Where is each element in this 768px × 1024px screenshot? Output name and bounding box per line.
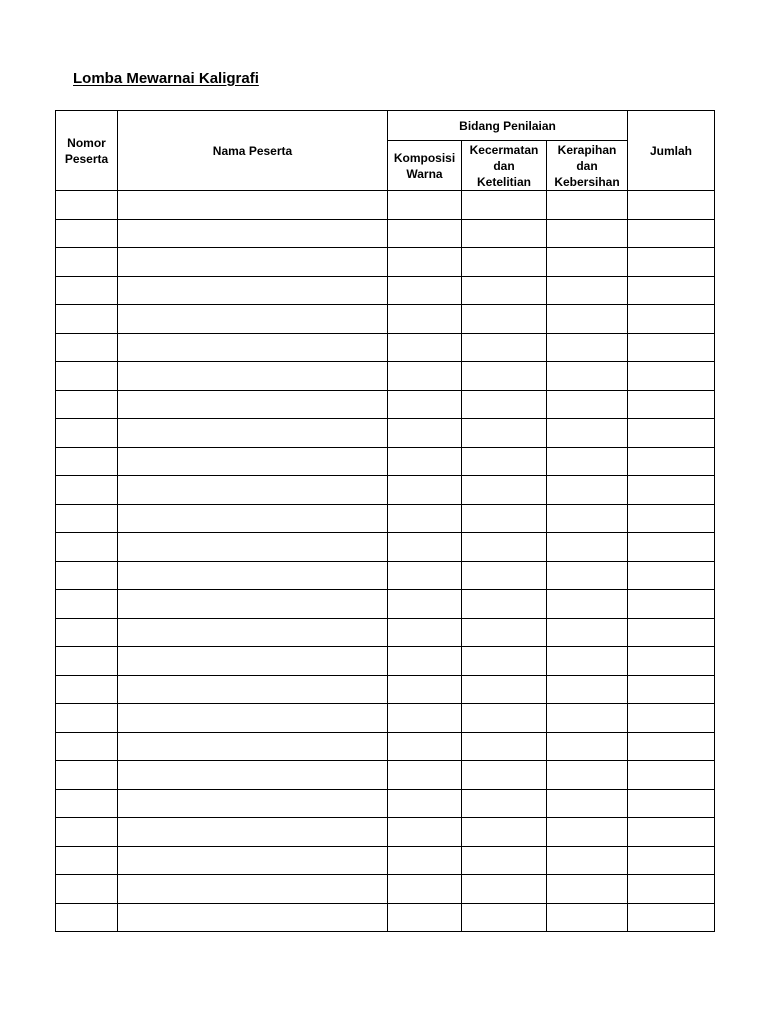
nomor-cell (56, 903, 118, 932)
nomor-cell (56, 362, 118, 391)
jumlah-cell (628, 789, 715, 818)
header-nama-peserta (118, 111, 388, 191)
jumlah-cell (628, 276, 715, 305)
nama-cell (118, 333, 388, 362)
komposisi-cell (388, 305, 462, 334)
kecermatan-cell (462, 903, 547, 932)
komposisi-cell (388, 533, 462, 562)
table-row (56, 732, 715, 761)
nama-cell (118, 761, 388, 790)
table-row (56, 903, 715, 932)
kerapihan-cell (547, 533, 628, 562)
kecermatan-cell (462, 248, 547, 277)
nama-cell (118, 818, 388, 847)
kecermatan-cell (462, 447, 547, 476)
table-row (56, 276, 715, 305)
kecermatan-cell (462, 533, 547, 562)
table-row (56, 875, 715, 904)
nama-cell (118, 590, 388, 619)
kecermatan-cell (462, 704, 547, 733)
jumlah-cell (628, 447, 715, 476)
header-nomor-peserta (56, 111, 118, 191)
komposisi-cell (388, 333, 462, 362)
nomor-cell (56, 618, 118, 647)
nama-cell (118, 789, 388, 818)
table-row (56, 618, 715, 647)
nomor-cell (56, 305, 118, 334)
nomor-cell (56, 675, 118, 704)
nama-cell (118, 219, 388, 248)
kerapihan-cell (547, 875, 628, 904)
kerapihan-cell (547, 447, 628, 476)
jumlah-cell (628, 903, 715, 932)
kerapihan-cell (547, 390, 628, 419)
komposisi-cell (388, 476, 462, 505)
jumlah-cell (628, 561, 715, 590)
nama-cell (118, 305, 388, 334)
nomor-cell (56, 789, 118, 818)
kecermatan-cell (462, 419, 547, 448)
kerapihan-cell (547, 903, 628, 932)
header-komposisi-warna (388, 141, 462, 191)
table-row (56, 362, 715, 391)
page-title: Lomba Mewarnai Kaligrafi (73, 70, 259, 87)
kerapihan-cell (547, 618, 628, 647)
nama-cell (118, 476, 388, 505)
table-row (56, 333, 715, 362)
kerapihan-cell (547, 818, 628, 847)
kecermatan-cell (462, 305, 547, 334)
nama-cell (118, 276, 388, 305)
nomor-cell (56, 647, 118, 676)
header-bidang-label: Bidang Penilaian (459, 118, 556, 133)
nama-cell (118, 504, 388, 533)
table-row (56, 419, 715, 448)
nomor-cell (56, 248, 118, 277)
kecermatan-cell (462, 675, 547, 704)
table-row (56, 504, 715, 533)
kerapihan-cell (547, 248, 628, 277)
jumlah-cell (628, 219, 715, 248)
komposisi-cell (388, 761, 462, 790)
nama-cell (118, 732, 388, 761)
komposisi-cell (388, 191, 462, 220)
jumlah-cell (628, 704, 715, 733)
jumlah-cell (628, 362, 715, 391)
kecermatan-cell (462, 875, 547, 904)
kerapihan-cell (547, 191, 628, 220)
jumlah-cell (628, 476, 715, 505)
jumlah-cell (628, 875, 715, 904)
kecermatan-cell (462, 191, 547, 220)
komposisi-cell (388, 590, 462, 619)
nomor-cell (56, 761, 118, 790)
kecermatan-cell (462, 761, 547, 790)
komposisi-cell (388, 732, 462, 761)
header-bidang-penilaian (388, 111, 628, 141)
komposisi-cell (388, 647, 462, 676)
komposisi-cell (388, 362, 462, 391)
jumlah-cell (628, 504, 715, 533)
nama-cell (118, 618, 388, 647)
nama-cell (118, 191, 388, 220)
table-row (56, 846, 715, 875)
header-nomor-label: Nomor Peserta (64, 135, 109, 166)
nomor-cell (56, 333, 118, 362)
table-row (56, 704, 715, 733)
header-criteria-label: Kerapihan dan Kebersihan (554, 142, 620, 189)
jumlah-cell (628, 390, 715, 419)
nomor-cell (56, 732, 118, 761)
nomor-cell (56, 704, 118, 733)
kerapihan-cell (547, 732, 628, 761)
header-row-top (56, 111, 715, 141)
jumlah-cell (628, 191, 715, 220)
jumlah-cell (628, 761, 715, 790)
komposisi-cell (388, 504, 462, 533)
header-criteria-label: Komposisi Warna (393, 150, 456, 181)
kerapihan-cell (547, 362, 628, 391)
table-row (56, 305, 715, 334)
komposisi-cell (388, 561, 462, 590)
table-row (56, 191, 715, 220)
nomor-cell (56, 533, 118, 562)
jumlah-cell (628, 333, 715, 362)
kerapihan-cell (547, 333, 628, 362)
kecermatan-cell (462, 590, 547, 619)
kecermatan-cell (462, 647, 547, 676)
score-sheet-table (55, 110, 715, 932)
score-sheet-body (56, 191, 715, 932)
nama-cell (118, 248, 388, 277)
nomor-cell (56, 875, 118, 904)
nomor-cell (56, 561, 118, 590)
komposisi-cell (388, 419, 462, 448)
kerapihan-cell (547, 305, 628, 334)
kerapihan-cell (547, 675, 628, 704)
kecermatan-cell (462, 789, 547, 818)
header-nama-label: Nama Peserta (212, 143, 293, 158)
nama-cell (118, 390, 388, 419)
table-row (56, 219, 715, 248)
kecermatan-cell (462, 219, 547, 248)
komposisi-cell (388, 219, 462, 248)
kerapihan-cell (547, 704, 628, 733)
kerapihan-cell (547, 789, 628, 818)
kecermatan-cell (462, 732, 547, 761)
jumlah-cell (628, 533, 715, 562)
nama-cell (118, 903, 388, 932)
table-row (56, 561, 715, 590)
kecermatan-cell (462, 333, 547, 362)
jumlah-cell (628, 818, 715, 847)
jumlah-cell (628, 732, 715, 761)
kerapihan-cell (547, 504, 628, 533)
nomor-cell (56, 476, 118, 505)
nomor-cell (56, 846, 118, 875)
nomor-cell (56, 419, 118, 448)
komposisi-cell (388, 789, 462, 818)
table-row (56, 476, 715, 505)
kecermatan-cell (462, 818, 547, 847)
table-row (56, 390, 715, 419)
jumlah-cell (628, 590, 715, 619)
kerapihan-cell (547, 476, 628, 505)
nomor-cell (56, 590, 118, 619)
kecermatan-cell (462, 276, 547, 305)
kerapihan-cell (547, 846, 628, 875)
komposisi-cell (388, 618, 462, 647)
nama-cell (118, 647, 388, 676)
nama-cell (118, 875, 388, 904)
komposisi-cell (388, 390, 462, 419)
jumlah-cell (628, 248, 715, 277)
komposisi-cell (388, 276, 462, 305)
table-row (56, 447, 715, 476)
nomor-cell (56, 447, 118, 476)
komposisi-cell (388, 875, 462, 904)
nomor-cell (56, 191, 118, 220)
kerapihan-cell (547, 419, 628, 448)
nama-cell (118, 447, 388, 476)
nama-cell (118, 704, 388, 733)
jumlah-cell (628, 647, 715, 676)
jumlah-cell (628, 618, 715, 647)
table-row (56, 248, 715, 277)
kerapihan-cell (547, 647, 628, 676)
header-kecermatan-ketelitian (462, 141, 547, 191)
kerapihan-cell (547, 276, 628, 305)
komposisi-cell (388, 818, 462, 847)
header-jumlah-label: Jumlah (649, 143, 692, 158)
kecermatan-cell (462, 846, 547, 875)
jumlah-cell (628, 846, 715, 875)
kecermatan-cell (462, 390, 547, 419)
nomor-cell (56, 504, 118, 533)
nomor-cell (56, 390, 118, 419)
kecermatan-cell (462, 504, 547, 533)
nama-cell (118, 419, 388, 448)
nama-cell (118, 675, 388, 704)
jumlah-cell (628, 675, 715, 704)
table-row (56, 533, 715, 562)
kecermatan-cell (462, 362, 547, 391)
komposisi-cell (388, 903, 462, 932)
kecermatan-cell (462, 618, 547, 647)
nomor-cell (56, 219, 118, 248)
jumlah-cell (628, 419, 715, 448)
table-row (56, 761, 715, 790)
table-row (56, 818, 715, 847)
table-row (56, 675, 715, 704)
jumlah-cell (628, 305, 715, 334)
table-row (56, 789, 715, 818)
nama-cell (118, 362, 388, 391)
komposisi-cell (388, 675, 462, 704)
header-kerapihan-kebersihan (547, 141, 628, 191)
nama-cell (118, 561, 388, 590)
komposisi-cell (388, 447, 462, 476)
kerapihan-cell (547, 561, 628, 590)
header-criteria-label: Kecermatan dan Ketelitian (469, 142, 539, 189)
kecermatan-cell (462, 561, 547, 590)
komposisi-cell (388, 704, 462, 733)
kerapihan-cell (547, 590, 628, 619)
header-jumlah (628, 111, 715, 191)
table-row (56, 590, 715, 619)
nama-cell (118, 846, 388, 875)
kecermatan-cell (462, 476, 547, 505)
kerapihan-cell (547, 761, 628, 790)
nama-cell (118, 533, 388, 562)
komposisi-cell (388, 248, 462, 277)
kerapihan-cell (547, 219, 628, 248)
nomor-cell (56, 276, 118, 305)
nomor-cell (56, 818, 118, 847)
table-row (56, 647, 715, 676)
komposisi-cell (388, 846, 462, 875)
